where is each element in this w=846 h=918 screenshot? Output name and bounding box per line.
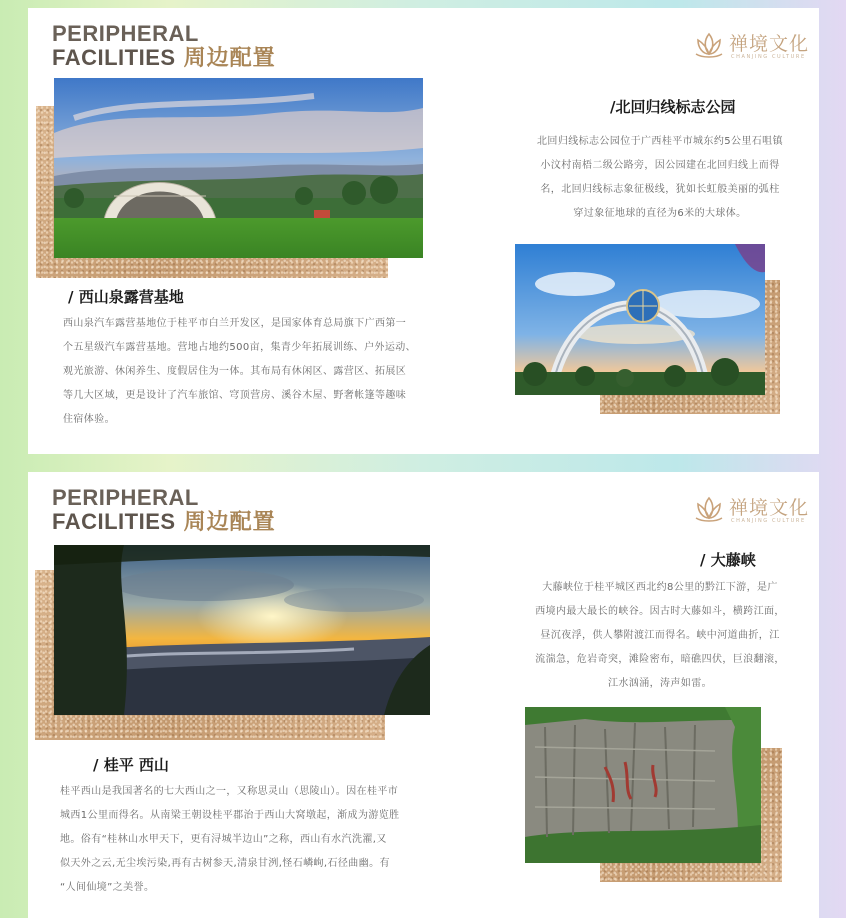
xishan-title: / 桂平 西山 <box>93 756 169 774</box>
text-line: 住宿体验。 <box>63 414 115 425</box>
text-line: 小汶村南梧二级公路旁，因公园建在北回归线上而得 <box>540 160 780 171</box>
text-line: 名，北回归线标志象征极线，犹如长虹般美丽的弧柱 <box>540 184 780 195</box>
lotus-icon <box>693 30 725 60</box>
datengxia-title: / 大藤峡 <box>700 551 756 569</box>
text-line: 城西1公里而得名。从南梁王朝设桂平郡治于西山大窝墩起，渐成为游览胜 <box>60 810 400 821</box>
tropic-park-description <box>510 130 810 226</box>
text-line: 流湍急，危岩奇突，滩险密布，暗礁四伏，巨浪翻滚， <box>535 654 785 665</box>
brand-logo <box>693 490 811 530</box>
heading-cn: 周边配置 <box>183 509 276 534</box>
tropic-park-title: /北回归线标志公园 <box>610 98 736 116</box>
brand-subtitle: CHANJING CULTURE <box>731 54 806 60</box>
heading-en-line2: FACILITIES <box>52 45 176 70</box>
text-line: 西境内最大最长的峡谷。因古时大藤如斗，横跨江面， <box>535 606 785 617</box>
heading-en-line2: FACILITIES <box>52 509 176 534</box>
brand-name: 禅境文化 <box>729 497 810 519</box>
brand-subtitle: CHANJING CULTURE <box>731 518 806 524</box>
text-line: 穿过象征地球的直径为6米的大球体。 <box>573 208 747 219</box>
heading-en-line1: PERIPHERAL <box>52 21 199 46</box>
text-line: 江水汹涌，涛声如雷。 <box>608 678 712 689</box>
text-line: 西山泉汽车露营基地位于桂平市白兰开发区，是国家体育总局旗下广西第一 <box>63 318 407 329</box>
xishan-photo <box>54 545 430 715</box>
tropic-park-photo <box>515 244 765 395</box>
text-line: 北回归线标志公园位于广西桂平市城东约5公里石咀镇 <box>537 136 783 147</box>
brand-name: 禅境文化 <box>729 33 810 55</box>
section-heading <box>52 486 276 534</box>
datengxia-photo <box>525 707 761 863</box>
text-line: 等几大区域，更是设计了汽车旅馆、穹顶营房、溪谷木屋、野奢帐篷等趣味 <box>63 390 407 401</box>
text-line: “人间仙境”之美誉。 <box>60 882 155 893</box>
text-line: 似天外之云,无尘埃污染,再有古树参天,清泉甘洌,怪石嶙峋,石径曲幽。有 <box>60 858 390 869</box>
section-heading <box>52 22 276 70</box>
facilities-card-1 <box>28 8 819 454</box>
text-line: 昼沉夜浮，供人攀附渡江而得名。峡中河道曲折，江 <box>540 630 780 641</box>
datengxia-description <box>510 576 810 696</box>
heading-en-line1: PERIPHERAL <box>52 485 199 510</box>
campground-photo <box>54 78 423 258</box>
text-line: 观光旅游、休闲养生、度假居住为一体。其布局有休闲区、露营区、拓展区 <box>63 366 407 377</box>
text-line: 地。俗有“桂林山水甲天下，更有浔城半边山”之称，西山有水汽洗濯,又 <box>60 834 387 845</box>
campground-description <box>63 312 448 432</box>
xishan-description <box>60 780 460 900</box>
text-line: 大藤峡位于桂平城区西北约8公里的黔江下游，是广 <box>542 582 778 593</box>
text-line: 桂平西山是我国著名的七大西山之一，又称思灵山（思陵山）。因在桂平市 <box>60 786 399 797</box>
facilities-card-2 <box>28 472 819 918</box>
brand-logo <box>693 26 811 66</box>
heading-cn: 周边配置 <box>183 45 276 70</box>
lotus-icon <box>693 494 725 524</box>
campground-title: / 西山泉露营基地 <box>68 288 184 306</box>
text-line: 个五星级汽车露营基地。营地占地约500亩，集青少年拓展训练、户外运动、 <box>63 342 417 353</box>
